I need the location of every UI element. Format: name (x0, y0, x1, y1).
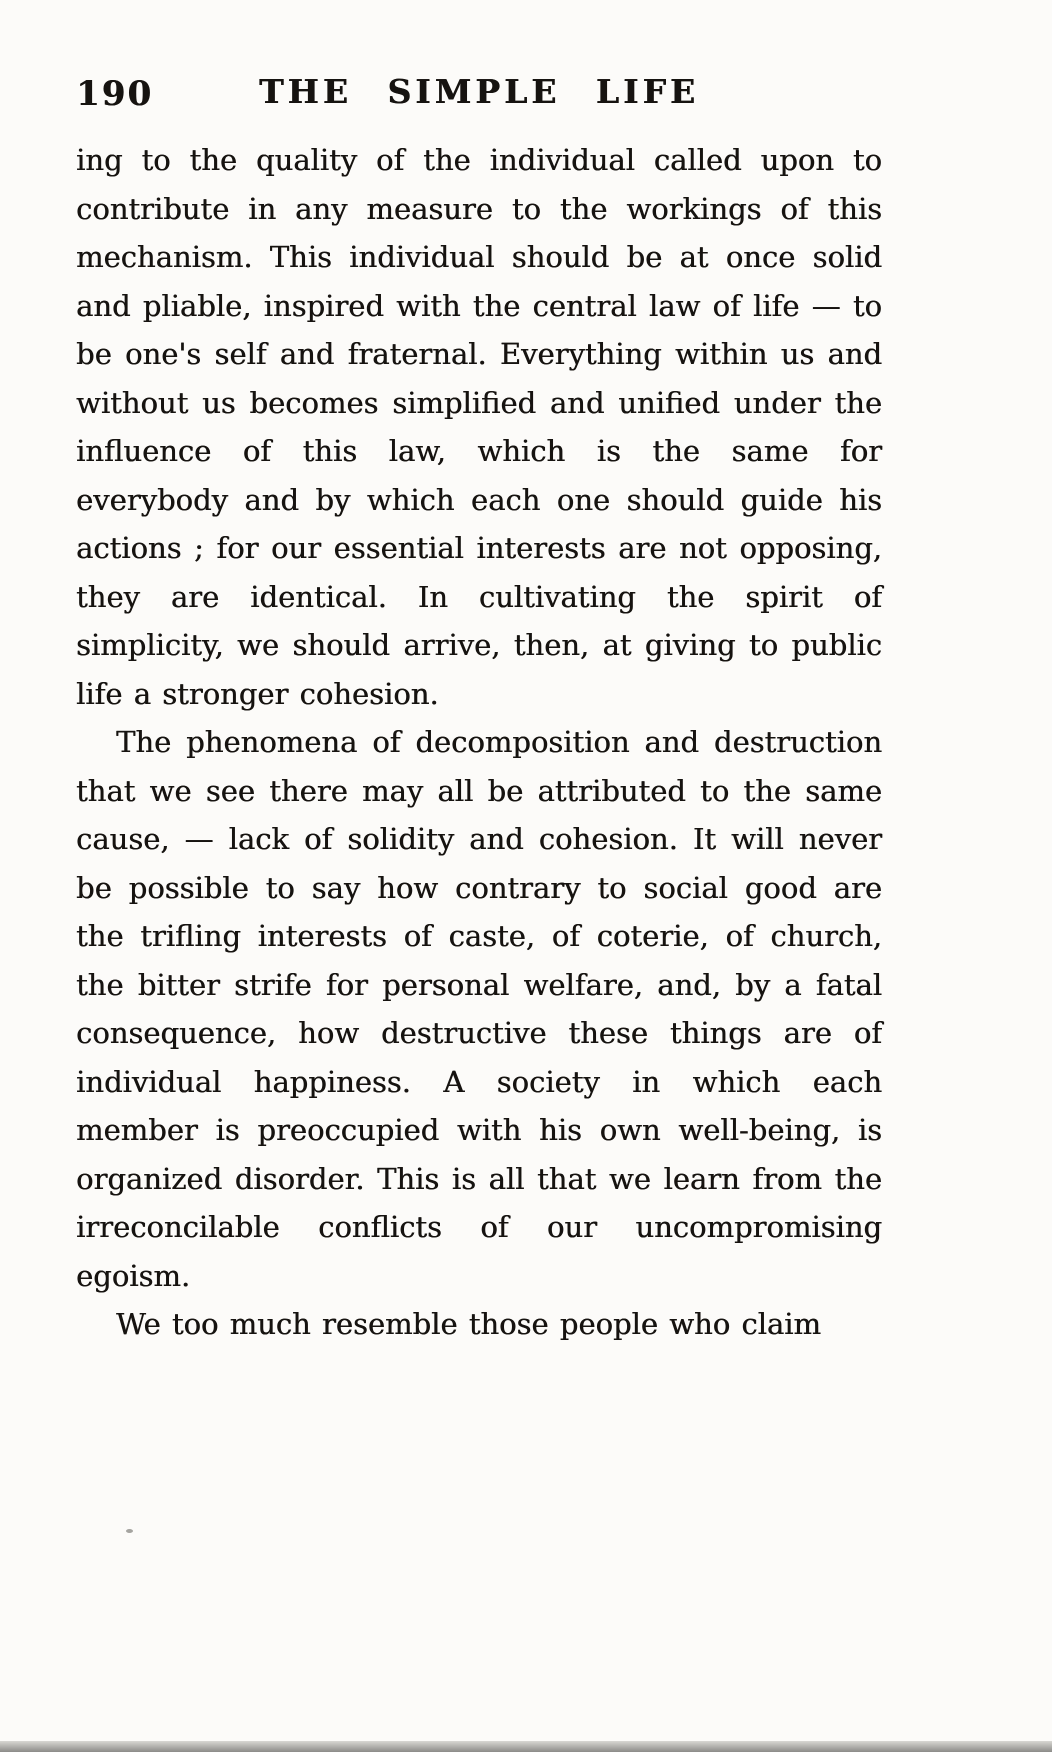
page-body-text (76, 136, 882, 1349)
scan-edge (0, 1741, 1052, 1752)
page-number: 190 (76, 74, 153, 114)
paragraph-continuation: ing to the quality of the individual called upon to contribute in any measure to the workings of this mechanism. This individual should be at once solid and pliable, inspired with the central law of life — to be one's self and fraternal. Everything within us and without us becomes simplified and unified under the influence of this law, which is the same for everybody and by which each one should guide his actions ; for our essential interests are not opposing, they are identical. In cultivating the spirit of simplicity, we should arrive, then, at giving to public life a stronger cohesion. (76, 143, 882, 711)
paragraph-3-start: We too much resemble those people who claim (116, 1307, 821, 1341)
running-title: THE SIMPLE LIFE (258, 72, 700, 111)
scan-artifact (126, 1529, 133, 1533)
paragraph-2: The phenomena of decomposition and destruction that we see there may all be attributed to the same cause, — lack of solidity and cohesion. It will never be possible to say how contrary to social good are the trifling interests of caste, of coterie, of church, the bitter strife for personal welfare, and, by a fatal consequence, how destructive these things are of individual happiness. A society in which each member is preoccupied with his own well-being, is organized disorder. This is all that we learn from the irreconcilable conflicts of our uncompromising egoism. (76, 725, 882, 1293)
page-header (76, 72, 882, 120)
